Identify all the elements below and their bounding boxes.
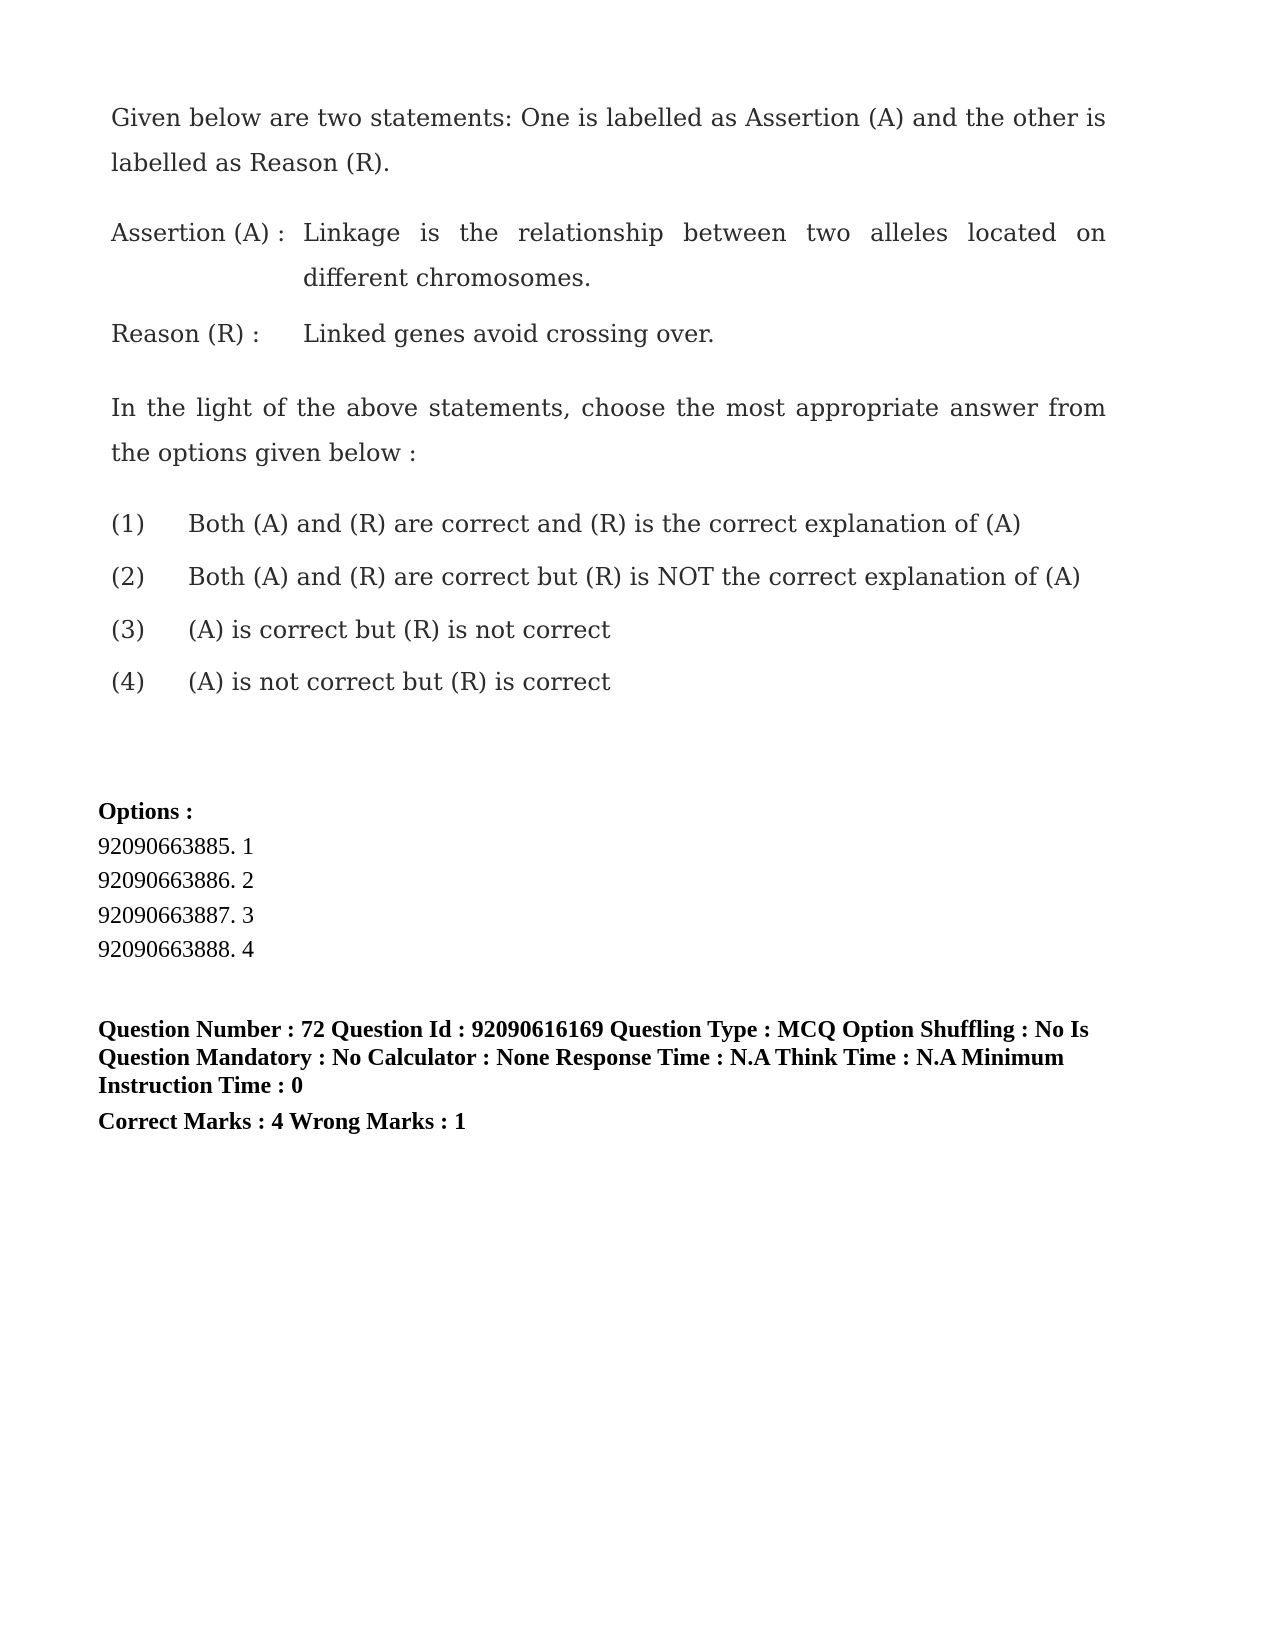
option-item: 92090663885. 1: [98, 833, 254, 860]
choice-text: (A) is not correct but (R) is correct: [188, 668, 611, 696]
reason-label: Reason (R) :: [111, 320, 260, 348]
choice-text: (A) is correct but (R) is not correct: [188, 616, 611, 644]
assertion-text: Linkage is the relationship between two alleles located on different chromosomes.: [303, 219, 1106, 292]
question-intro: Given below are two statements: One is labelled as Assertion (A) and the other is labelled as Reason (R).: [111, 104, 1106, 177]
choice-number: (2): [111, 563, 145, 591]
choice-number: (4): [111, 668, 145, 696]
choice-text: Both (A) and (R) are correct and (R) is the correct explanation of (A): [188, 510, 1022, 538]
reason-text: Linked genes avoid crossing over.: [303, 320, 715, 348]
question-image: [0, 0, 1275, 760]
assertion-label: Assertion (A) :: [111, 219, 286, 247]
option-item: 92090663887. 3: [98, 902, 254, 929]
options-heading: Options :: [98, 799, 194, 825]
choice-number: (1): [111, 510, 145, 538]
choice-text: Both (A) and (R) are correct but (R) is NOT the correct explanation of (A): [188, 563, 1081, 591]
option-item: 92090663888. 4: [98, 937, 254, 963]
question-details: Question Number : 72 Question Id : 92090616169 Question Type : MCQ Option Shuffling : No Is Question Mandatory : No Calculator : None Response Time : N.A Think Time : N.A Minimum Instruction Time : 0: [98, 1017, 1089, 1099]
question-instruction: In the light of the above statements, choose the most appropriate answer from the options given below :: [111, 394, 1106, 467]
options-section: [98, 795, 254, 968]
option-item: 92090663886. 2: [98, 868, 254, 894]
choice-number: (3): [111, 616, 145, 644]
question-marks: Correct Marks : 4 Wrong Marks : 1: [98, 1109, 467, 1135]
